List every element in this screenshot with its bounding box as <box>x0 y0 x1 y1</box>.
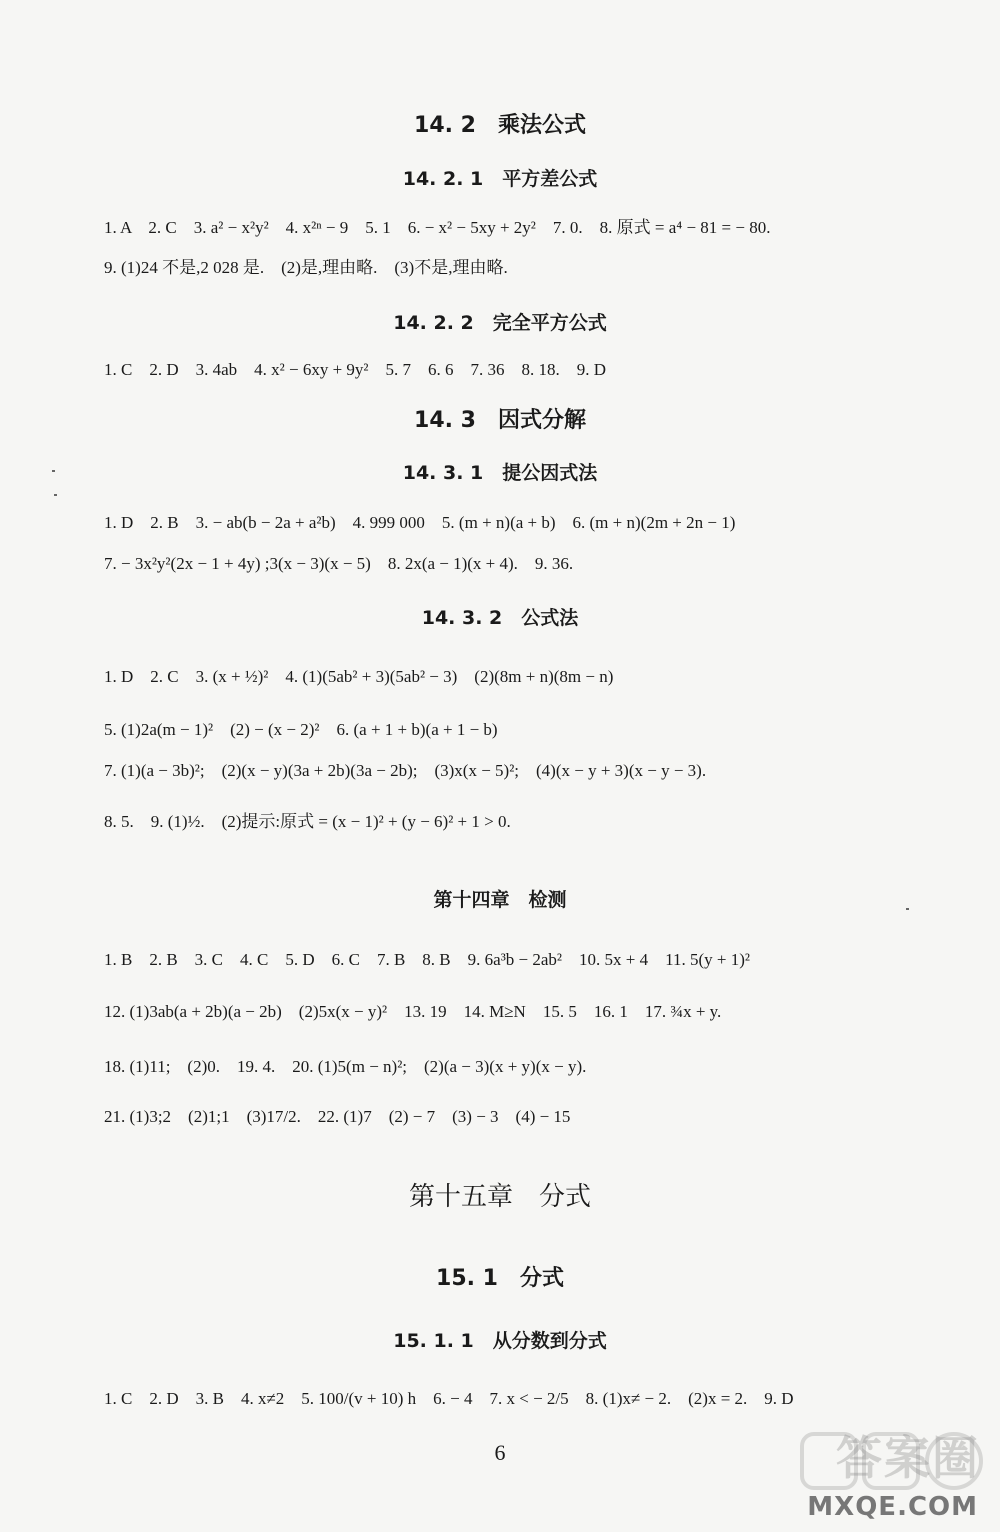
answer-line: 7. − 3x²y²(2x − 1 + 4y) ;3(x − 3)(x − 5) 8. 2x(a − 1)(x + 4). 9. 36. <box>104 554 574 573</box>
answer-line: 1. B 2. B 3. C 4. C 5. D 6. C 7. B 8. B 9. 6a³b − 2ab² 10. 5x + 4 11. 5(y + 1)² <box>104 950 750 969</box>
answer-line: 1. D 2. B 3. − ab(b − 2a + a²b) 4. 999 000 5. (m + n)(a + b) 6. (m + n)(2m + 2n − 1) <box>104 513 736 532</box>
section-heading-14-3-2: 14. 3. 2 公式法 <box>421 607 579 629</box>
answer-line: 18. (1)11; (2)0. 19. 4. 20. (1)5(m − n)²; (2)(a − 3)(x + y)(x − y). <box>104 1057 587 1076</box>
chapter-14-test-heading: 第十四章 检测 <box>433 889 567 911</box>
answer-line: 1. C 2. D 3. 4ab 4. x² − 6xy + 9y² 5. 7 6. 6 7. 36 8. 18. 9. D <box>104 360 607 379</box>
answer-line: 8. 5. 9. (1)½. (2)提示:原式 = (x − 1)² + (y − 6)² + 1 > 0. <box>104 812 511 831</box>
scan-speck <box>54 494 57 496</box>
answer-line: 21. (1)3;2 (2)1;1 (3)17/2. 22. (1)7 (2) − 7 (3) − 3 (4) − 15 <box>104 1107 571 1126</box>
scan-speck <box>906 908 909 910</box>
section-heading-14-2-2: 14. 2. 2 完全平方公式 <box>393 312 607 334</box>
section-heading-14-3-1: 14. 3. 1 提公因式法 <box>402 462 598 484</box>
answer-line: 7. (1)(a − 3b)²; (2)(x − y)(3a + 2b)(3a − 2b); (3)x(x − 5)²; (4)(x − y + 3)(x − y − 3). <box>104 761 707 780</box>
answer-line: 1. D 2. C 3. (x + ½)² 4. (1)(5ab² + 3)(5ab² − 3) (2)(8m + n)(8m − n) <box>104 667 614 686</box>
watermark-logo-text: 答案圈 <box>836 1431 980 1485</box>
section-heading-14-2-1: 14. 2. 1 平方差公式 <box>402 168 598 190</box>
section-heading-14-3: 14. 3 因式分解 <box>414 408 586 433</box>
chapter-15-heading: 第十五章 分式 <box>408 1182 591 1212</box>
page-number: 6 <box>494 1440 506 1465</box>
answer-line: 1. C 2. D 3. B 4. x≠2 5. 100/(v + 10) h 6. − 4 7. x < − 2/5 8. (1)x≠ − 2. (2)x = 2. 9. D <box>104 1389 794 1408</box>
answer-line: 9. (1)24 不是,2 028 是. (2)是,理由略. (3)不是,理由略. <box>104 258 508 277</box>
answer-line: 5. (1)2a(m − 1)² (2) − (x − 2)² 6. (a + 1 + b)(a + 1 − b) <box>104 720 498 739</box>
watermark-url: MXQE.COM <box>807 1492 978 1522</box>
answer-line: 1. A 2. C 3. a² − x²y² 4. x²ⁿ − 9 5. 1 6. − x² − 5xy + 2y² 7. 0. 8. 原式 = a⁴ − 81 = − 80. <box>104 218 771 237</box>
scan-speck <box>52 470 55 472</box>
section-heading-15-1: 15. 1 分式 <box>436 1266 564 1291</box>
section-heading-14-2: 14. 2 乘法公式 <box>414 113 586 138</box>
answer-line: 12. (1)3ab(a + 2b)(a − 2b) (2)5x(x − y)² 13. 19 14. M≥N 15. 5 16. 1 17. ¾x + y. <box>104 1002 722 1021</box>
section-heading-15-1-1: 15. 1. 1 从分数到分式 <box>393 1330 607 1352</box>
